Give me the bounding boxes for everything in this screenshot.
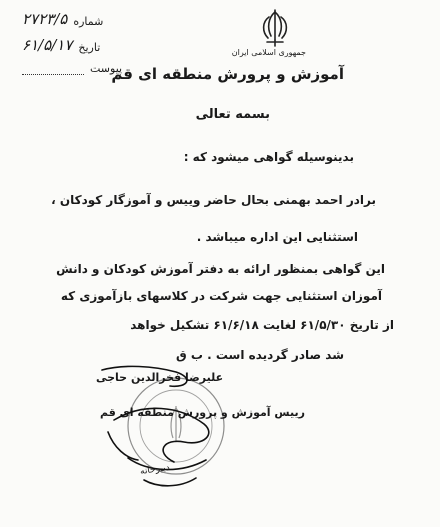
body-line-6: شد صادر گردیده است . ب ق bbox=[175, 348, 344, 362]
attachment-label: پیوست bbox=[90, 62, 123, 75]
attachment-blank bbox=[22, 64, 84, 75]
iran-emblem-icon bbox=[258, 8, 292, 48]
letter-date-label: تاریخ bbox=[78, 41, 101, 54]
signatory-title: رییس آموزش و پرورش منطقه ای قم bbox=[100, 406, 305, 419]
letter-date-row bbox=[22, 36, 100, 54]
letter-number-value: ۲۷۲۳/۵ bbox=[22, 10, 68, 28]
handwritten-signature-icon bbox=[84, 362, 234, 498]
secretariat-seal-text: دبیرخانه bbox=[139, 462, 171, 478]
emblem-caption: جمهوری اسلامی ایران bbox=[231, 48, 306, 57]
letter-number-row bbox=[22, 10, 103, 28]
letter-date-value: ۶۱/۵/۱۷ bbox=[22, 36, 73, 54]
body-line-2: استثنایی این اداره میباشد . bbox=[196, 230, 358, 244]
letter-number-label: شماره bbox=[73, 15, 104, 28]
organization-title: آموزش و پرورش منطقه ای قم bbox=[111, 65, 344, 83]
basmala-heading: بسمه تعالی bbox=[195, 107, 270, 122]
body-line-4: آموزان استثنایی جهت شرکت در کلاسهای بازآموزی که bbox=[60, 289, 382, 303]
signatory-name: علیرضا فخرالدین حاجی bbox=[96, 371, 224, 384]
body-line-3: این گواهی بمنظور ارائه به دفتر آموزش کودکان و دانش bbox=[56, 262, 385, 276]
attachment-row bbox=[22, 62, 122, 75]
body-line-5: از تاریخ ۶۱/۵/۳۰ لغایت ۶۱/۶/۱۸ تشکیل خواهد bbox=[130, 318, 394, 332]
certification-opening: بدینوسیله گواهی میشود که : bbox=[183, 150, 354, 164]
body-line-1: برادر احمد بهمنی بحال حاضر وییس و آموزگار کودکان ، bbox=[51, 193, 376, 207]
